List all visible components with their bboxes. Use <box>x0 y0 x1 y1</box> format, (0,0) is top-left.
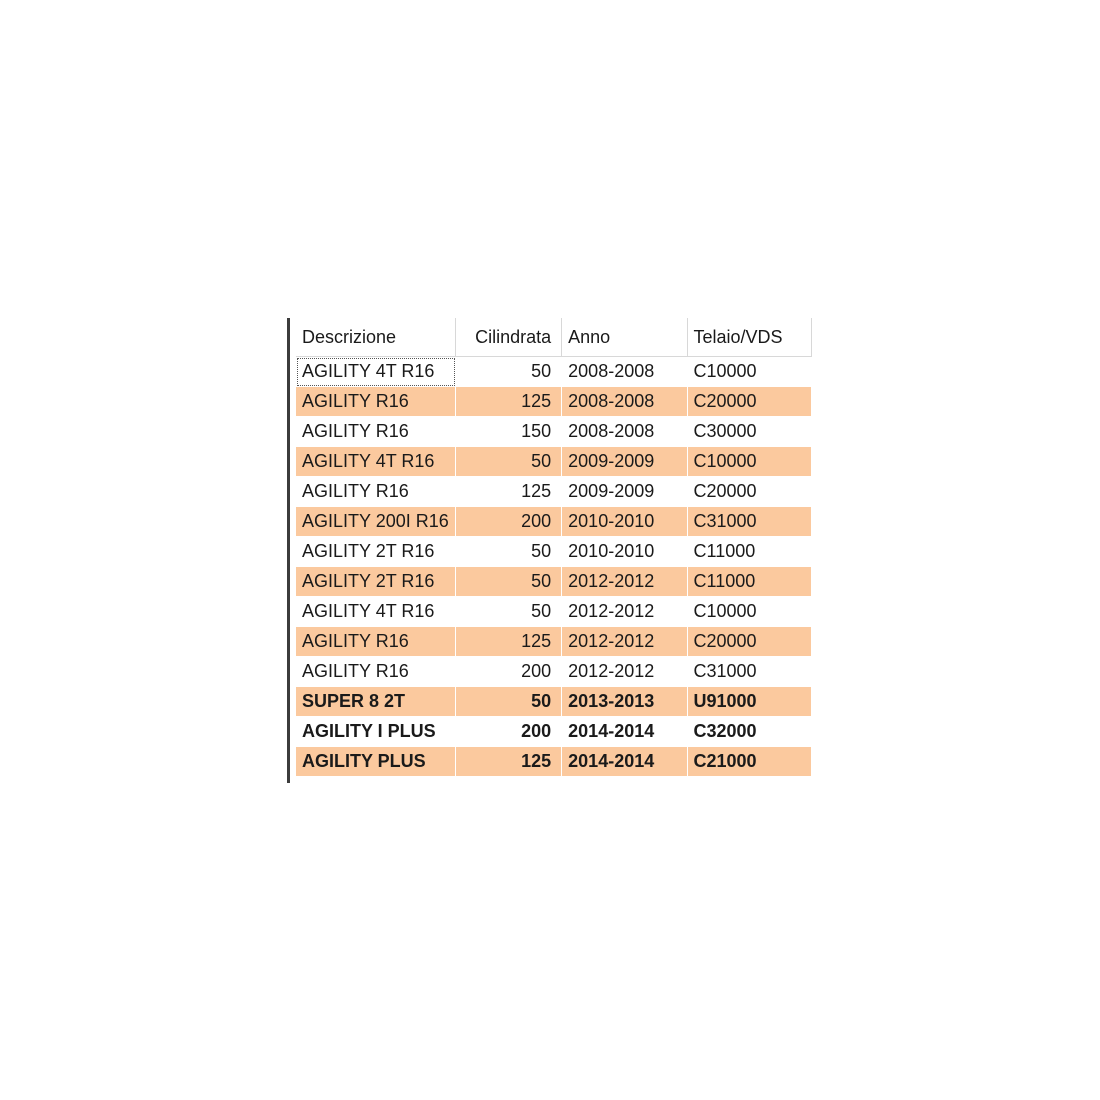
header-row <box>296 318 812 357</box>
table-row[interactable] <box>296 507 812 537</box>
cell-descrizione[interactable]: AGILITY 2T R16 <box>296 537 456 567</box>
cell-descrizione[interactable]: AGILITY PLUS <box>296 747 456 777</box>
cell-telaio[interactable]: U91000 <box>687 687 811 717</box>
cell-cilindrata[interactable]: 50 <box>456 537 562 567</box>
cell-anno[interactable]: 2013-2013 <box>562 687 687 717</box>
cell-telaio[interactable]: C21000 <box>687 747 811 777</box>
cell-anno[interactable]: 2012-2012 <box>562 657 687 687</box>
cell-telaio[interactable]: C31000 <box>687 657 811 687</box>
cell-cilindrata[interactable]: 50 <box>456 597 562 627</box>
cell-telaio[interactable]: C32000 <box>687 717 811 747</box>
table-row[interactable] <box>296 597 812 627</box>
cell-cilindrata[interactable]: 125 <box>456 387 562 417</box>
table-row[interactable] <box>296 657 812 687</box>
cell-anno[interactable]: 2008-2008 <box>562 357 687 387</box>
cell-cilindrata[interactable]: 125 <box>456 747 562 777</box>
cell-descrizione[interactable]: AGILITY R16 <box>296 627 456 657</box>
table-row[interactable] <box>296 477 812 507</box>
cell-anno[interactable]: 2008-2008 <box>562 387 687 417</box>
column-header-telaio[interactable]: Telaio/VDS <box>687 318 811 357</box>
cell-cilindrata[interactable]: 200 <box>456 717 562 747</box>
table-row[interactable] <box>296 387 812 417</box>
cell-telaio[interactable]: C20000 <box>687 477 811 507</box>
empty-cell <box>687 777 811 784</box>
empty-cell <box>562 777 687 784</box>
cell-descrizione[interactable]: AGILITY 4T R16 <box>296 447 456 477</box>
cell-telaio[interactable]: C10000 <box>687 357 811 387</box>
cell-cilindrata[interactable]: 125 <box>456 477 562 507</box>
empty-cell <box>456 777 562 784</box>
cell-telaio[interactable]: C11000 <box>687 537 811 567</box>
cell-telaio[interactable]: C10000 <box>687 597 811 627</box>
cell-cilindrata[interactable]: 200 <box>456 657 562 687</box>
table-row[interactable] <box>296 627 812 657</box>
column-header-cilindrata[interactable]: Cilindrata <box>456 318 562 357</box>
grid-left-border <box>287 318 290 783</box>
table-row[interactable] <box>296 717 812 747</box>
cell-telaio[interactable]: C31000 <box>687 507 811 537</box>
cell-anno[interactable]: 2012-2012 <box>562 627 687 657</box>
cell-descrizione[interactable]: AGILITY R16 <box>296 657 456 687</box>
cell-anno[interactable]: 2012-2012 <box>562 567 687 597</box>
table-row[interactable] <box>296 417 812 447</box>
cell-descrizione[interactable]: AGILITY 4T R16 <box>296 597 456 627</box>
cell-anno[interactable]: 2008-2008 <box>562 417 687 447</box>
table-row[interactable] <box>296 567 812 597</box>
cell-anno[interactable]: 2010-2010 <box>562 537 687 567</box>
cell-telaio[interactable]: C20000 <box>687 627 811 657</box>
table-row[interactable] <box>296 447 812 477</box>
cell-anno[interactable]: 2010-2010 <box>562 507 687 537</box>
cell-telaio[interactable]: C30000 <box>687 417 811 447</box>
cell-descrizione[interactable]: AGILITY 200I R16 <box>296 507 456 537</box>
empty-cell <box>296 777 456 784</box>
cell-anno[interactable]: 2014-2014 <box>562 747 687 777</box>
cell-descrizione[interactable]: AGILITY R16 <box>296 417 456 447</box>
cell-cilindrata[interactable]: 50 <box>456 447 562 477</box>
cell-descrizione[interactable]: AGILITY I PLUS <box>296 717 456 747</box>
cell-anno[interactable]: 2009-2009 <box>562 447 687 477</box>
cell-anno[interactable]: 2014-2014 <box>562 717 687 747</box>
table-row[interactable] <box>296 747 812 777</box>
cell-anno[interactable]: 2009-2009 <box>562 477 687 507</box>
column-header-anno[interactable]: Anno <box>562 318 687 357</box>
cell-anno[interactable]: 2012-2012 <box>562 597 687 627</box>
cell-telaio[interactable]: C20000 <box>687 387 811 417</box>
cell-telaio[interactable]: C10000 <box>687 447 811 477</box>
cell-descrizione[interactable]: AGILITY R16 <box>296 387 456 417</box>
table-row[interactable] <box>296 687 812 717</box>
cell-descrizione[interactable]: AGILITY 2T R16 <box>296 567 456 597</box>
cell-descrizione[interactable]: SUPER 8 2T <box>296 687 456 717</box>
table-row[interactable] <box>296 357 812 387</box>
cell-cilindrata[interactable]: 50 <box>456 357 562 387</box>
cell-cilindrata[interactable]: 200 <box>456 507 562 537</box>
cell-telaio[interactable]: C11000 <box>687 567 811 597</box>
cell-cilindrata[interactable]: 50 <box>456 687 562 717</box>
table-row[interactable] <box>296 537 812 567</box>
vehicle-grid <box>287 318 812 783</box>
empty-row <box>296 777 812 784</box>
cell-descrizione[interactable]: AGILITY R16 <box>296 477 456 507</box>
cell-cilindrata[interactable]: 150 <box>456 417 562 447</box>
cell-cilindrata[interactable]: 125 <box>456 627 562 657</box>
cell-cilindrata[interactable]: 50 <box>456 567 562 597</box>
column-header-descrizione[interactable]: Descrizione <box>296 318 456 357</box>
vehicle-table <box>296 318 812 783</box>
cell-descrizione[interactable]: AGILITY 4T R16 <box>296 357 456 387</box>
